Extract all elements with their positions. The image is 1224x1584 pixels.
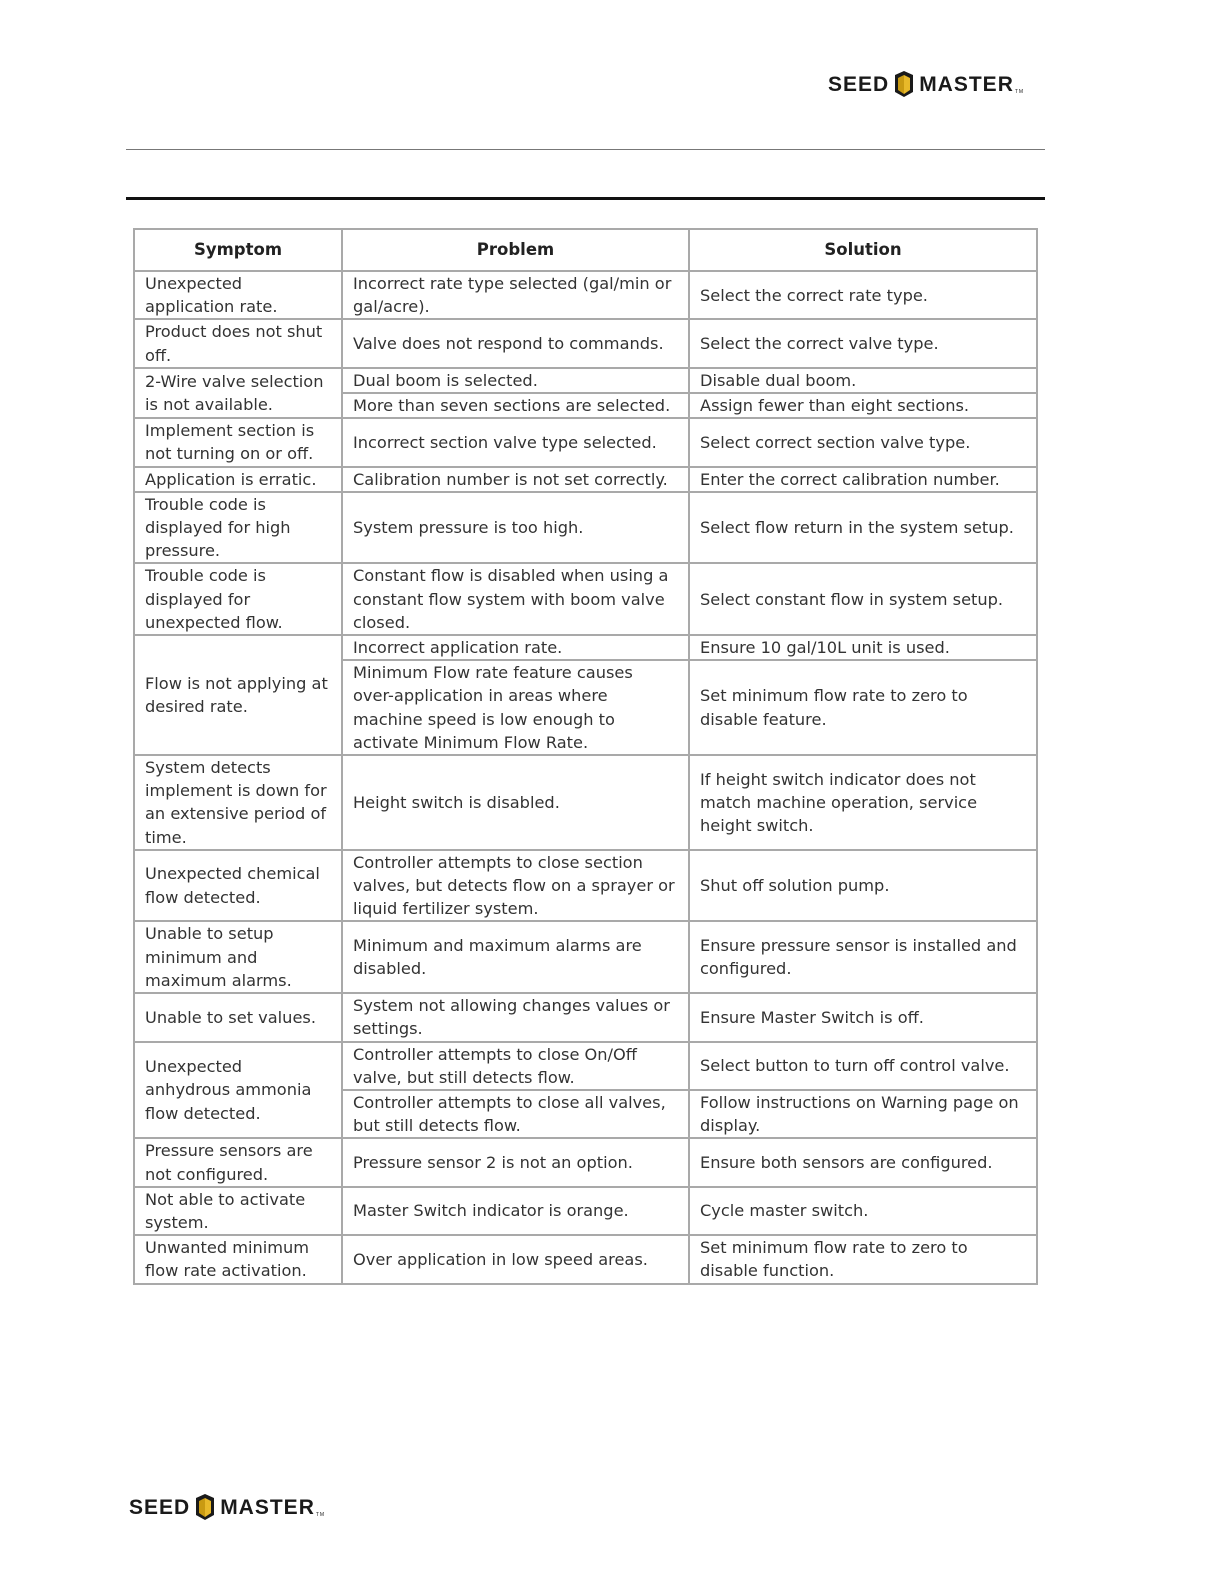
solution-cell: Select the correct rate type. [689,271,1037,319]
symptom-cell: Not able to activate system. [134,1187,342,1235]
symptom-cell: 2-Wire valve selection is not available. [134,368,342,418]
logo-trademark: TM [315,1512,326,1518]
symptom-cell: Implement section is not turning on or off. [134,418,342,466]
seedmaster-logo-footer [129,1493,325,1521]
solution-cell: Set minimum flow rate to zero to disable function. [689,1235,1037,1283]
symptom-cell: System detects implement is down for an extensive period of time. [134,755,342,850]
symptom-cell: Trouble code is displayed for high pressure. [134,492,342,564]
problem-cell: Controller attempts to close On/Off valve, but still detects flow. [342,1042,689,1090]
symptom-cell: Flow is not applying at desired rate. [134,635,342,755]
logo-trademark: TM [1014,89,1025,95]
table-row [134,635,1037,660]
problem-cell: Minimum and maximum alarms are disabled. [342,921,689,993]
table-row [134,368,1037,393]
symptom-cell: Unexpected anhydrous ammonia flow detected. [134,1042,342,1139]
problem-cell: Calibration number is not set correctly. [342,467,689,492]
solution-cell: Select constant flow in system setup. [689,563,1037,635]
solution-cell: Assign fewer than eight sections. [689,393,1037,418]
solution-cell: Enter the correct calibration number. [689,467,1037,492]
problem-cell: Valve does not respond to commands. [342,319,689,367]
symptom-cell: Unable to setup minimum and maximum alarms. [134,921,342,993]
header-problem: Problem [342,229,689,271]
problem-cell: Pressure sensor 2 is not an option. [342,1138,689,1186]
solution-cell: Cycle master switch. [689,1187,1037,1235]
logo-word-master: MASTER [220,1495,315,1519]
seed-kernel-icon [893,70,915,98]
table-row [134,850,1037,922]
problem-cell: Incorrect application rate. [342,635,689,660]
header-symptom: Symptom [134,229,342,271]
solution-cell: Select flow return in the system setup. [689,492,1037,564]
problem-cell: Constant flow is disabled when using a constant flow system with boom valve closed. [342,563,689,635]
seedmaster-logo-header [828,70,1024,98]
table-row [134,921,1037,993]
symptom-cell: Unexpected chemical flow detected. [134,850,342,922]
table-row [134,1235,1037,1283]
problem-cell: Incorrect section valve type selected. [342,418,689,466]
header-solution: Solution [689,229,1037,271]
header-divider-thin [126,149,1045,150]
seed-kernel-icon [194,1493,216,1521]
symptom-cell: Application is erratic. [134,467,342,492]
solution-cell: Shut off solution pump. [689,850,1037,922]
header-divider-thick [126,197,1045,200]
problem-cell: Incorrect rate type selected (gal/min or gal/acre). [342,271,689,319]
problem-cell: Controller attempts to close all valves, but still detects flow. [342,1090,689,1138]
symptom-cell: Trouble code is displayed for unexpected flow. [134,563,342,635]
table-row [134,492,1037,564]
logo-word-master: MASTER [919,72,1014,96]
problem-cell: Dual boom is selected. [342,368,689,393]
logo-word-seed: SEED [828,72,890,96]
problem-cell: Master Switch indicator is orange. [342,1187,689,1235]
table-row [134,271,1037,319]
problem-cell: System not allowing changes values or settings. [342,993,689,1041]
table-row [134,319,1037,367]
solution-cell: Follow instructions on Warning page on display. [689,1090,1037,1138]
solution-cell: Select button to turn off control valve. [689,1042,1037,1090]
table-row [134,1042,1037,1090]
problem-cell: Height switch is disabled. [342,755,689,850]
problem-cell: System pressure is too high. [342,492,689,564]
table-row [134,418,1037,466]
symptom-cell: Product does not shut off. [134,319,342,367]
solution-cell: Ensure pressure sensor is installed and configured. [689,921,1037,993]
solution-cell: Ensure 10 gal/10L unit is used. [689,635,1037,660]
problem-cell: More than seven sections are selected. [342,393,689,418]
table-row [134,755,1037,850]
table-header-row [134,229,1037,271]
problem-cell: Over application in low speed areas. [342,1235,689,1283]
logo-word-seed: SEED [129,1495,191,1519]
table-row [134,467,1037,492]
solution-cell: Select correct section valve type. [689,418,1037,466]
symptom-cell: Unable to set values. [134,993,342,1041]
symptom-cell: Unexpected application rate. [134,271,342,319]
symptom-cell: Pressure sensors are not configured. [134,1138,342,1186]
problem-cell: Minimum Flow rate feature causes over-application in areas where machine speed is low enough to activate Minimum Flow Rate. [342,660,689,755]
table-row [134,993,1037,1041]
symptom-cell: Unwanted minimum flow rate activation. [134,1235,342,1283]
solution-cell: Set minimum flow rate to zero to disable feature. [689,660,1037,755]
solution-cell: Ensure Master Switch is off. [689,993,1037,1041]
troubleshooting-table-body [134,271,1037,1284]
solution-cell: Select the correct valve type. [689,319,1037,367]
solution-cell: If height switch indicator does not match machine operation, service height switch. [689,755,1037,850]
solution-cell: Disable dual boom. [689,368,1037,393]
table-row [134,1187,1037,1235]
solution-cell: Ensure both sensors are configured. [689,1138,1037,1186]
table-row [134,1138,1037,1186]
table-row [134,563,1037,635]
troubleshooting-table [133,228,1038,1285]
problem-cell: Controller attempts to close section valves, but detects flow on a sprayer or liquid fertilizer system. [342,850,689,922]
